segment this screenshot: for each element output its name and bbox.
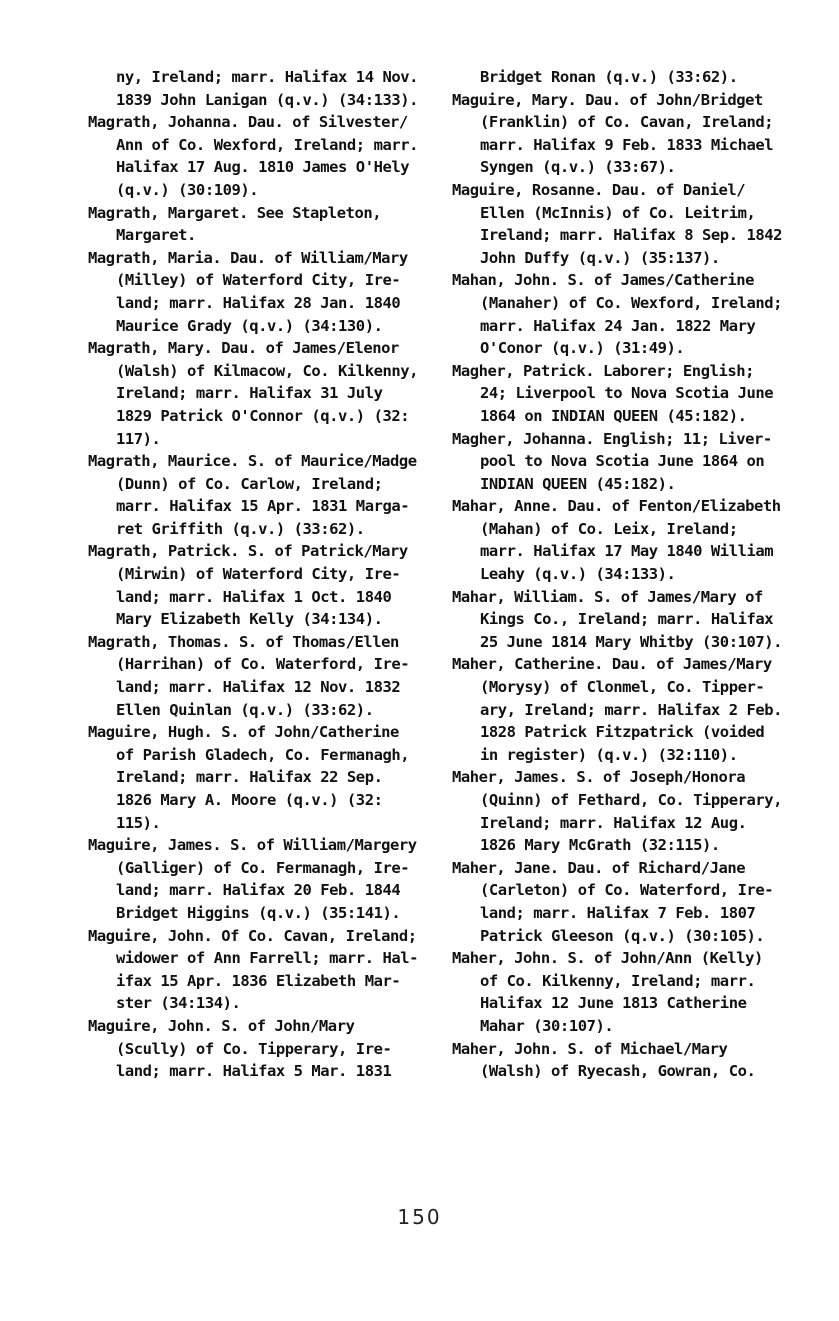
right-column: [452, 66, 792, 1083]
entry-continuation-line: (q.v.) (30:109).: [116, 180, 259, 199]
entry-continuation-line: pool to Nova Scotia June 1864 on: [480, 452, 765, 471]
entry-continuation-line: marr. Halifax 24 Jan. 1822 Mary: [480, 316, 756, 335]
entry-continuation-line: Ireland; marr. Halifax 22 Sep.: [116, 768, 383, 787]
entry-continuation-line: 1828 Patrick Fitzpatrick (voided: [480, 723, 765, 742]
entry-continuation-line: (Walsh) of Kilmacow, Co. Kilkenny,: [116, 361, 418, 380]
entry-continuation-line: of Parish Gladech, Co. Fermanagh,: [116, 745, 410, 764]
entry-continuation-line: 1826 Mary A. Moore (q.v.) (32:: [116, 791, 383, 809]
entry-continuation-line: John Duffy (q.v.) (35:137).: [480, 248, 720, 267]
entry-heading-line: Magrath, Maurice. S. of Maurice/Madge: [88, 452, 417, 471]
entry-heading-line: Maher, Jane. Dau. of Richard/Jane: [452, 858, 746, 877]
entry-heading-line: Magrath, Patrick. S. of Patrick/Mary: [88, 542, 408, 561]
entry-continuation-line: Halifax 17 Aug. 1810 James O'Hely: [116, 158, 410, 177]
entry-continuation-line: Mary Elizabeth Kelly (34:134).: [116, 610, 383, 629]
entry-continuation-line: (Milley) of Waterford City, Ire-: [116, 271, 401, 290]
entry-continuation-line: ary, Ireland; marr. Halifax 2 Feb.: [480, 700, 782, 719]
entry-heading-line: Magrath, Maria. Dau. of William/Mary: [88, 248, 408, 267]
entry-continuation-line: (Harrihan) of Co. Waterford, Ire-: [116, 655, 410, 674]
left-column: [88, 66, 428, 1083]
entry-continuation-line: ifax 15 Apr. 1836 Elizabeth Mar-: [116, 971, 401, 990]
entry-heading-line: Magrath, Mary. Dau. of James/Elenor: [88, 339, 399, 358]
entry-continuation-line: (Mahan) of Co. Leix, Ireland;: [480, 519, 738, 538]
entry-continuation-line: Kings Co., Ireland; marr. Halifax: [480, 610, 774, 629]
entry-continuation-line: in register) (q.v.) (32:110).: [480, 745, 738, 764]
entry-heading-line: Magher, Johanna. English; 11; Liver-: [452, 429, 772, 448]
entry-heading-line: Maher, James. S. of Joseph/Honora: [452, 768, 746, 787]
entry-continuation-line: Margaret.: [116, 226, 196, 245]
entry-continuation-line: Ann of Co. Wexford, Ireland; marr.: [116, 135, 418, 154]
entry-continuation-line: land; marr. Halifax 7 Feb. 1807: [480, 903, 756, 922]
entry-continuation-line: (Franklin) of Co. Cavan, Ireland;: [480, 113, 774, 132]
entry-continuation-line: marr. Halifax 17 May 1840 William: [480, 542, 774, 561]
entry-continuation-line: land; marr. Halifax 28 Jan. 1840: [116, 293, 401, 312]
entry-continuation-line: Maurice Grady (q.v.) (34:130).: [116, 316, 383, 335]
entry-continuation-line: 24; Liverpool to Nova Scotia June: [480, 384, 774, 403]
page-number: 150: [397, 1205, 442, 1229]
entry-continuation-line: 1826 Mary McGrath (32:115).: [480, 836, 720, 855]
entry-heading-line: Mahar, Anne. Dau. of Fenton/Elizabeth: [452, 497, 781, 516]
entry-continuation-line: marr. Halifax 9 Feb. 1833 Michael: [480, 135, 774, 154]
entry-continuation-line: land; marr. Halifax 5 Mar. 1831: [116, 1062, 392, 1081]
entry-heading-line: Maher, John. S. of John/Ann (Kelly): [452, 949, 763, 968]
entry-continuation-line: Ireland; marr. Halifax 12 Aug.: [480, 813, 747, 832]
entry-heading-line: Magrath, Johanna. Dau. of Silvester/: [88, 113, 408, 132]
entry-continuation-line: (Manaher) of Co. Wexford, Ireland;: [480, 293, 782, 312]
entry-continuation-line: Bridget Ronan (q.v.) (33:62).: [480, 68, 738, 86]
entry-continuation-line: ret Griffith (q.v.) (33:62).: [116, 519, 365, 538]
entry-continuation-line: Ireland; marr. Halifax 31 July: [116, 384, 383, 403]
entry-continuation-line: 1839 John Lanigan (q.v.) (34:133).: [116, 90, 418, 109]
entry-continuation-line: land; marr. Halifax 1 Oct. 1840: [116, 587, 392, 606]
entry-continuation-line: 1864 on INDIAN QUEEN (45:182).: [480, 406, 747, 425]
entry-continuation-line: Mahar (30:107).: [480, 1016, 614, 1035]
entry-heading-line: Maguire, Mary. Dau. of John/Bridget: [452, 90, 763, 109]
entry-continuation-line: 25 June 1814 Mary Whitby (30:107).: [480, 632, 782, 651]
entry-continuation-line: (Galliger) of Co. Fermanagh, Ire-: [116, 858, 410, 877]
entry-continuation-line: 117).: [116, 429, 161, 448]
entry-heading-line: Maher, Catherine. Dau. of James/Mary: [452, 655, 772, 674]
entry-continuation-line: 1829 Patrick O'Connor (q.v.) (32:: [116, 406, 410, 425]
entry-continuation-line: (Dunn) of Co. Carlow, Ireland;: [116, 474, 383, 493]
entry-continuation-line: marr. Halifax 15 Apr. 1831 Marga-: [116, 497, 410, 516]
entry-continuation-line: Bridget Higgins (q.v.) (35:141).: [116, 903, 401, 922]
entry-continuation-line: Ireland; marr. Halifax 8 Sep. 1842: [480, 226, 782, 245]
entry-heading-line: Magher, Patrick. Laborer; English;: [452, 361, 754, 380]
entry-continuation-line: (Quinn) of Fethard, Co. Tipperary,: [480, 791, 782, 809]
entry-continuation-line: (Carleton) of Co. Waterford, Ire-: [480, 881, 774, 900]
entry-continuation-line: ster (34:134).: [116, 994, 241, 1013]
entry-heading-line: Magrath, Margaret. See Stapleton,: [88, 203, 382, 222]
entry-heading-line: Magrath, Thomas. S. of Thomas/Ellen: [88, 632, 399, 651]
entry-heading-line: Mahar, William. S. of James/Mary of: [452, 587, 763, 606]
entry-continuation-line: Syngen (q.v.) (33:67).: [480, 158, 676, 177]
entry-continuation-line: Patrick Gleeson (q.v.) (30:105).: [480, 926, 765, 945]
entry-continuation-line: land; marr. Halifax 20 Feb. 1844: [116, 881, 401, 900]
entry-continuation-line: (Scully) of Co. Tipperary, Ire-: [116, 1039, 392, 1058]
entry-continuation-line: Halifax 12 June 1813 Catherine: [480, 994, 747, 1013]
entry-continuation-line: ny, Ireland; marr. Halifax 14 Nov.: [116, 68, 418, 86]
entry-continuation-line: 115).: [116, 813, 161, 832]
entry-continuation-line: INDIAN QUEEN (45:182).: [480, 474, 676, 493]
entry-continuation-line: Ellen (McInnis) of Co. Leitrim,: [480, 203, 756, 222]
entry-continuation-line: Leahy (q.v.) (34:133).: [480, 565, 676, 584]
entry-continuation-line: widower of Ann Farrell; marr. Hal-: [116, 949, 418, 968]
entry-continuation-line: O'Conor (q.v.) (31:49).: [480, 339, 685, 358]
entry-heading-line: Maguire, Hugh. S. of John/Catherine: [88, 723, 399, 742]
entry-continuation-line: (Walsh) of Ryecash, Gowran, Co.: [480, 1062, 756, 1081]
entry-continuation-line: (Mirwin) of Waterford City, Ire-: [116, 565, 401, 584]
entry-continuation-line: Ellen Quinlan (q.v.) (33:62).: [116, 700, 374, 719]
entry-continuation-line: land; marr. Halifax 12 Nov. 1832: [116, 678, 401, 697]
entry-heading-line: Maguire, John. S. of John/Mary: [88, 1016, 355, 1035]
entry-heading-line: Maher, John. S. of Michael/Mary: [452, 1039, 728, 1058]
entry-continuation-line: (Morysy) of Clonmel, Co. Tipper-: [480, 678, 765, 697]
entry-heading-line: Maguire, James. S. of William/Margery: [88, 836, 417, 855]
entry-continuation-line: of Co. Kilkenny, Ireland; marr.: [480, 971, 756, 990]
entry-heading-line: Maguire, John. Of Co. Cavan, Ireland;: [88, 926, 417, 945]
entry-heading-line: Mahan, John. S. of James/Catherine: [452, 271, 754, 290]
entry-heading-line: Maguire, Rosanne. Dau. of Daniel/: [452, 180, 746, 199]
